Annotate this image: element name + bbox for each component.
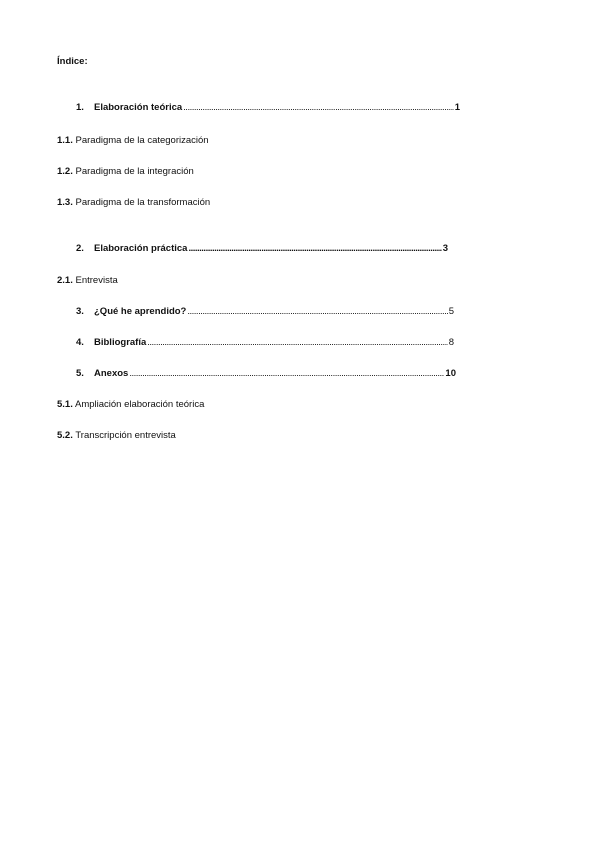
toc-subentry-label: Paradigma de la integración: [75, 166, 194, 177]
toc-entry-page: 10: [445, 368, 456, 379]
toc-entry-1: [76, 102, 460, 113]
toc-entry-page: 8: [448, 337, 454, 348]
toc-entry-number: 1.: [76, 102, 84, 113]
toc-subentry-number: 1.3.: [57, 197, 73, 208]
toc-subentry-5-1: [57, 399, 204, 410]
toc-entry-label: ¿Qué he aprendido?: [94, 306, 187, 317]
toc-entry-number: 5.: [76, 368, 84, 379]
toc-subentry-label: Transcripción entrevista: [75, 430, 176, 441]
toc-subentry-1-1: [57, 135, 209, 146]
toc-entry-3: [76, 306, 454, 317]
toc-entry-number: 3.: [76, 306, 84, 317]
toc-leader: [188, 243, 441, 254]
toc-subentry-label: Entrevista: [75, 275, 118, 286]
toc-entry-label: Anexos: [94, 368, 129, 379]
toc-leader: [129, 368, 444, 379]
toc-entry-page: 3: [442, 243, 448, 254]
toc-subentry-number: 1.1.: [57, 135, 73, 146]
toc-entry-2: [76, 243, 448, 254]
toc-subentry-1-3: [57, 197, 210, 208]
toc-entry-number: 4.: [76, 337, 84, 348]
toc-leader: [147, 337, 447, 348]
toc-subentry-label: Paradigma de la transformación: [75, 197, 211, 208]
toc-subentry-label: Ampliación elaboración teórica: [74, 399, 205, 410]
toc-entry-4: [76, 337, 454, 348]
toc-subentry-2-1: [57, 275, 118, 286]
toc-leader: [187, 306, 447, 317]
toc-subentry-number: 2.1.: [57, 275, 73, 286]
toc-entry-number: 2.: [76, 243, 84, 254]
toc-entry-label: Elaboración teórica: [94, 102, 183, 113]
toc-subentry-label: Paradigma de la categorización: [75, 135, 209, 146]
index-title: Índice:: [57, 56, 88, 67]
toc-entry-5: [76, 368, 456, 379]
toc-entry-page: 1: [454, 102, 460, 113]
toc-entry-label: Elaboración práctica: [94, 243, 188, 254]
toc-entry-label: Bibliografía: [94, 337, 147, 348]
toc-subentry-number: 5.2.: [57, 430, 73, 441]
toc-subentry-5-2: [57, 430, 176, 441]
toc-subentry-number: 5.1.: [57, 399, 73, 410]
toc-entry-page: 5: [448, 306, 454, 317]
toc-subentry-number: 1.2.: [57, 166, 73, 177]
toc-leader: [183, 102, 454, 113]
toc-subentry-1-2: [57, 166, 194, 177]
